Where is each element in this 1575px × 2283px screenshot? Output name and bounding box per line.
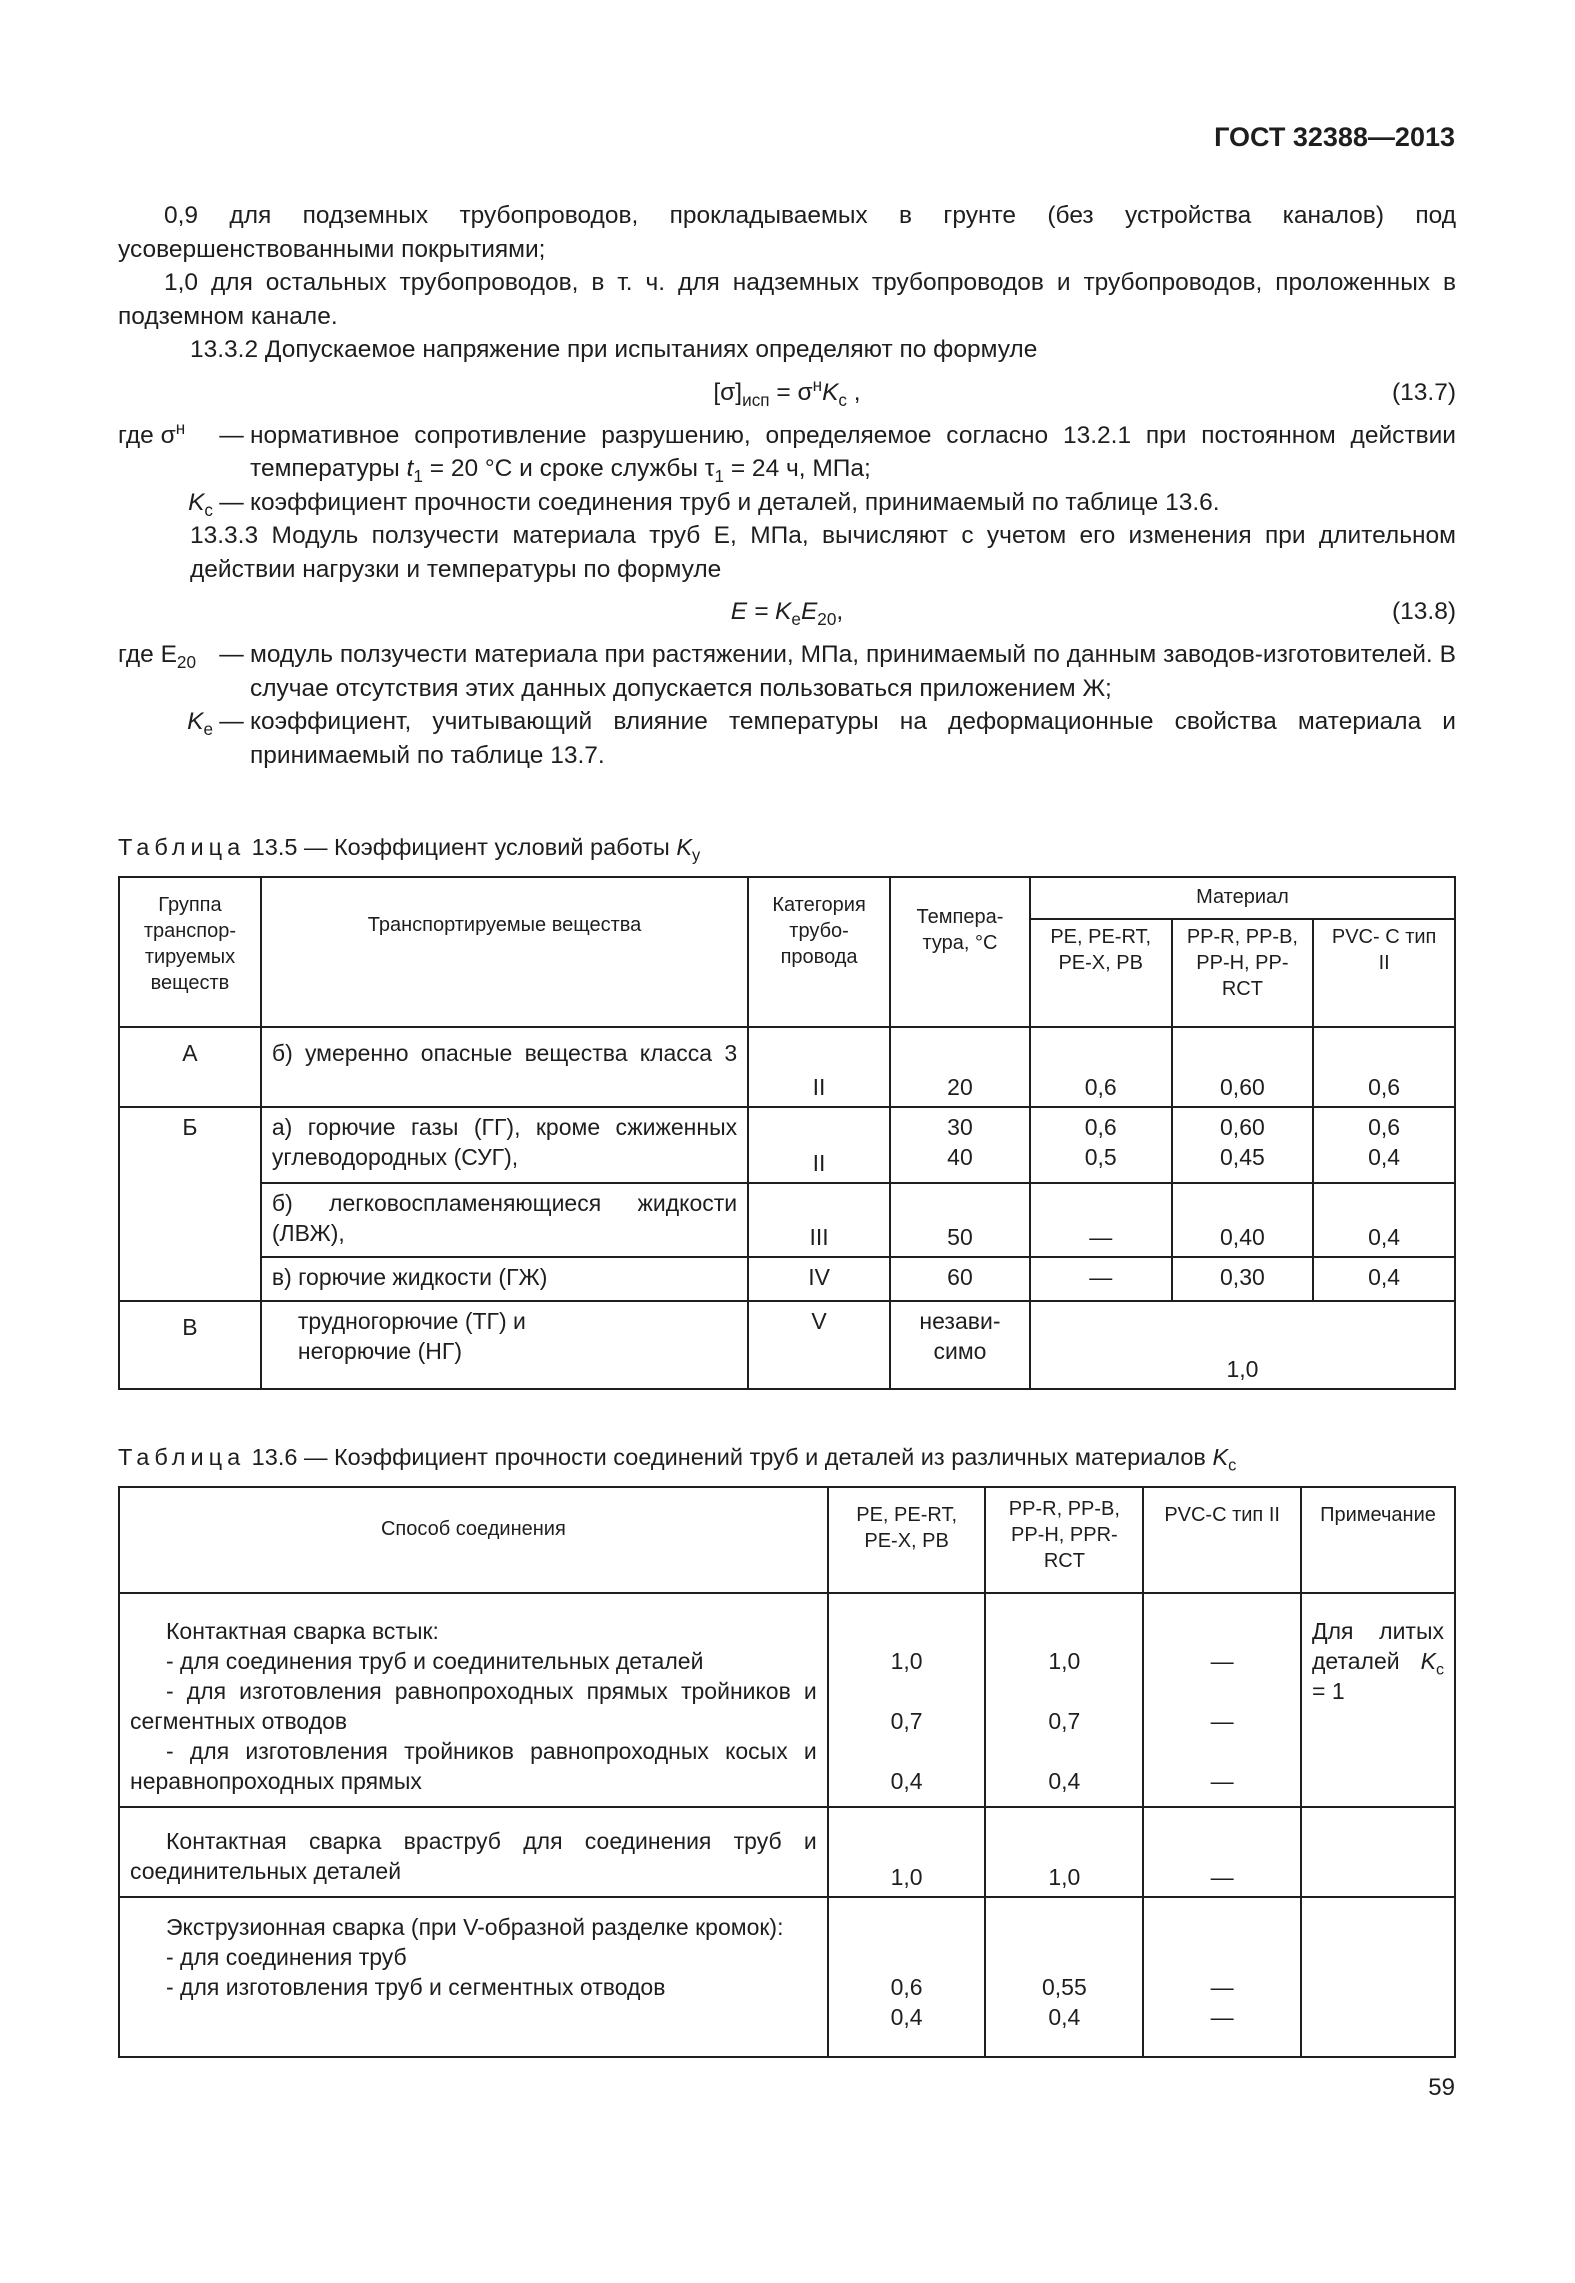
- caption-word: Таблица: [118, 1444, 246, 1470]
- table-row: [119, 1807, 1455, 1897]
- header-temperature: Темпера-тура, °С: [890, 877, 1030, 1027]
- cell-line: 0,7: [890, 1708, 923, 1734]
- cell-value: [985, 1593, 1143, 1807]
- definition: [118, 638, 1456, 705]
- cell-line: —: [1210, 1974, 1234, 2000]
- formula-k: K: [822, 378, 839, 406]
- def-term: K: [187, 708, 204, 735]
- def-text: = 20 °С и сроке службы τ: [422, 455, 715, 482]
- definition: [118, 419, 1456, 486]
- cell-value: —: [1030, 1257, 1172, 1301]
- caption-sub: с: [1228, 1456, 1237, 1475]
- cell-value: 1,0: [1030, 1301, 1455, 1389]
- formula-sub: с: [838, 389, 847, 410]
- cell-value: [985, 1897, 1143, 2057]
- cell-value: —: [1143, 1807, 1301, 1897]
- header-material-pvc: PVC- C тип II: [1313, 919, 1455, 1027]
- note-text: = 1: [1312, 1678, 1345, 1704]
- cell-value: 0,6: [1030, 1027, 1172, 1107]
- cell-text: б) умеренно опасные вещества класса 3: [271, 1040, 738, 1066]
- cell-line: Контактная сварка встык:: [166, 1618, 439, 1644]
- table-row: [119, 1593, 1455, 1807]
- header-note: Примечание: [1301, 1487, 1455, 1593]
- cell-line: 0,55: [1041, 1974, 1087, 2000]
- definition: [118, 486, 1456, 520]
- cell-line: 40: [947, 1144, 973, 1170]
- cell-substance: [261, 1301, 748, 1389]
- header-substances: Транспортируемые вещества: [261, 877, 748, 1027]
- cell-line: 1,0: [890, 1648, 923, 1674]
- cell-group: А: [119, 1027, 261, 1107]
- cell-text: б) легковоспламеняющиеся жидкости (ЛВЖ),: [271, 1190, 738, 1246]
- header-material-pe: PE, PE-RT, PE-X, PB: [828, 1487, 986, 1593]
- document-header: ГОСТ 32388—2013: [1214, 122, 1455, 152]
- cell-line: —: [1210, 2004, 1234, 2030]
- cell-line: 0,6: [1368, 1114, 1401, 1140]
- header-category: Категория трубо-провода: [748, 877, 890, 1027]
- header-material-pp: PP-R, PP-B, PP-H, PPR- RCT: [985, 1487, 1143, 1593]
- cell-note: [1301, 1807, 1455, 1897]
- cell-method: Контактная сварка враструб для соединения труб и соединительных деталей: [119, 1807, 828, 1897]
- cell-line: 0,5: [1084, 1144, 1117, 1170]
- cell-line: —: [1210, 1768, 1234, 1794]
- cell-line: Экструзионная сварка (при V-образной разделке кромок):: [166, 1914, 784, 1940]
- cell-temperature: 50: [890, 1183, 1030, 1257]
- def-dash: —: [219, 641, 244, 668]
- table-row: [119, 1897, 1455, 2057]
- cell-line: 0,4: [890, 1768, 923, 1794]
- table-caption: [118, 1444, 1237, 1475]
- def-text: коэффициент, учитывающий влияние температуры на деформационные свойства материала и принимаемый по таблице 13.7.: [250, 708, 1456, 769]
- formula-text: E = K: [730, 598, 792, 625]
- cell-line: 30: [947, 1114, 973, 1140]
- cell-category: III: [748, 1183, 890, 1257]
- cell-value: 0,4: [1313, 1257, 1455, 1301]
- cell-value: [1143, 1897, 1301, 2057]
- def-sup: н: [175, 417, 186, 438]
- caption-word: Таблица: [118, 834, 246, 860]
- note-sub: с: [1435, 1660, 1444, 1679]
- cell-line: трудногорючие (ТГ) и: [297, 1308, 526, 1334]
- formula-text: [σ]: [713, 378, 743, 406]
- header-method: Способ соединения: [119, 1487, 828, 1593]
- cell-line: 1,0: [1048, 1648, 1081, 1674]
- cell-line: 0,4: [1368, 1144, 1401, 1170]
- cell-line: 0,60: [1220, 1114, 1265, 1140]
- formula-sup: н: [812, 374, 823, 395]
- cell-category: II: [748, 1107, 890, 1183]
- cell-line: 0,4: [1048, 2004, 1081, 2030]
- cell-value: [1030, 1107, 1172, 1183]
- cell-substance: [261, 1183, 748, 1257]
- def-term: K: [188, 488, 205, 516]
- table-row: [119, 1257, 1455, 1301]
- cell-line: 0,45: [1220, 1144, 1265, 1170]
- cell-value: [1172, 1107, 1314, 1183]
- header-material-pe: PE, PE-RT, PE-X, PB: [1030, 919, 1172, 1027]
- cell-value: 0,60: [1172, 1027, 1314, 1107]
- table-row: [119, 1183, 1455, 1257]
- cell-line: 0,4: [1048, 1768, 1081, 1794]
- formula-sub: исп: [742, 389, 770, 410]
- def-sub: 1: [714, 465, 725, 486]
- header-group: Группа транспор-тируемых веществ: [119, 877, 261, 1027]
- header-material-pvc: PVC-C тип II: [1143, 1487, 1301, 1593]
- header-material: Материал: [1030, 877, 1455, 919]
- table-row: [119, 1027, 1455, 1107]
- cell-line: - для соединения труб: [166, 1944, 407, 1970]
- cell-note: [1301, 1897, 1455, 2057]
- cell-category: V: [748, 1301, 890, 1389]
- cell-substance: [261, 1027, 748, 1107]
- def-dash: —: [219, 421, 244, 449]
- formula-13-8: [118, 590, 1456, 634]
- formula-sub: 20: [817, 608, 837, 629]
- cell-value: 1,0: [985, 1807, 1143, 1897]
- paragraph: 0,9 для подземных трубопроводов, прокладываемых в грунте (без устройства каналов) под усовершенствованными покрытиями;: [118, 202, 1456, 263]
- def-sub: 20: [176, 651, 196, 672]
- table-caption: [118, 834, 701, 865]
- cell-method: [119, 1593, 828, 1807]
- cell-temperature: незави-симо: [890, 1301, 1030, 1389]
- cell-category: IV: [748, 1257, 890, 1301]
- cell-value: 0,6: [1313, 1027, 1455, 1107]
- body-text: [118, 199, 1456, 772]
- def-text: = 24 ч, МПа;: [724, 455, 871, 482]
- cell-value: [1143, 1593, 1301, 1807]
- cell-value: [828, 1897, 986, 2057]
- formula-text: = σ: [769, 378, 813, 406]
- header-material-pp: PP-R, PP-B, PP-H, PP-RCT: [1172, 919, 1314, 1027]
- def-text: коэффициент прочности соединения труб и деталей, принимаемый по таблице 13.6.: [250, 488, 1220, 516]
- cell-value: [1313, 1107, 1455, 1183]
- formula-sub: e: [791, 608, 801, 629]
- def-text: нормативное сопротивление разрушению, определяемое согласно 13.2.1 при постоянном действии температуры: [250, 421, 1456, 482]
- formula-13-7: [118, 371, 1456, 415]
- cell-substance: а) горючие газы (ГГ), кроме сжиженных углеводородных (СУГ),: [261, 1107, 748, 1183]
- def-term: где E: [118, 641, 177, 668]
- table-row: [119, 1301, 1455, 1389]
- cell-line: 0,6: [890, 1974, 923, 2000]
- formula-number: (13.7): [1391, 378, 1456, 406]
- cell-line: - для соединения труб и соединительных деталей: [166, 1648, 704, 1674]
- caption-k: K: [676, 834, 693, 860]
- cell-line: - для изготовления труб и сегментных отводов: [166, 1974, 666, 2000]
- note-text: Для литых деталей: [1312, 1618, 1444, 1674]
- cell-note: [1301, 1593, 1455, 1807]
- cell-value: 1,0: [828, 1807, 986, 1897]
- def-text: модуль ползучести материала при растяжении, МПа, принимаемый по данным заводов-изготовителей. В случае отсутствия этих данных допускается пользоваться приложением Ж;: [250, 641, 1456, 702]
- cell-value: —: [1030, 1183, 1172, 1257]
- definition: [118, 705, 1456, 772]
- cell-temperature: [890, 1107, 1030, 1183]
- formula-text: ,: [836, 598, 844, 625]
- table-13-6: [118, 1486, 1456, 2058]
- cell-group: Б: [119, 1107, 261, 1301]
- note-k: K: [1420, 1648, 1436, 1674]
- paragraph: 1,0 для остальных трубопроводов, в т. ч. для надземных трубопроводов и трубопроводов, проложенных в подземном канале.: [118, 269, 1456, 330]
- def-sub: с: [204, 499, 213, 520]
- paragraph: 13.3.2 Допускаемое напряжение при испытаниях определяют по формуле: [190, 336, 1038, 363]
- cell-value: [828, 1593, 986, 1807]
- caption-text: 13.6 — Коэффициент прочности соединений труб и деталей из различных материалов: [245, 1444, 1213, 1470]
- cell-line: - для изготовления тройников равнопроходных косых и неравнопроходных прямых: [130, 1738, 817, 1794]
- cell-value: 0,40: [1172, 1183, 1314, 1257]
- def-var: t: [406, 455, 414, 482]
- formula-number: (13.8): [1391, 598, 1456, 625]
- cell-method: [119, 1897, 828, 2057]
- cell-line: 0,6: [1084, 1114, 1117, 1140]
- def-dash: —: [219, 708, 244, 735]
- cell-line: 0,4: [890, 2004, 923, 2030]
- cell-substance: в) горючие жидкости (ГЖ): [261, 1257, 748, 1301]
- caption-k: K: [1212, 1444, 1229, 1470]
- table-row: [119, 1107, 1455, 1183]
- cell-line: - для изготовления равнопроходных прямых тройников и сегментных отводов: [130, 1678, 817, 1734]
- def-dash: —: [219, 488, 244, 516]
- cell-line: —: [1210, 1708, 1234, 1734]
- cell-line: 0,7: [1048, 1708, 1081, 1734]
- caption-text: 13.5 — Коэффициент условий работы: [245, 834, 677, 860]
- def-sub: e: [203, 718, 213, 739]
- cell-value: 0,4: [1313, 1183, 1455, 1257]
- paragraph: 13.3.3 Модуль ползучести материала труб E, МПа, вычисляют с учетом его изменения при длительном действии нагрузки и температуры по формуле: [190, 522, 1456, 583]
- cell-value: 0,30: [1172, 1257, 1314, 1301]
- caption-sub: у: [692, 846, 701, 865]
- cell-group: В: [119, 1301, 261, 1389]
- formula-text: E: [800, 598, 818, 625]
- formula-text: ,: [847, 378, 861, 406]
- cell-category: II: [748, 1027, 890, 1107]
- def-term: где σ: [118, 421, 176, 449]
- page-number: 59: [1428, 2074, 1455, 2101]
- table-13-5: [118, 876, 1456, 1390]
- cell-temperature: 20: [890, 1027, 1030, 1107]
- def-sub: 1: [413, 465, 423, 486]
- cell-temperature: 60: [890, 1257, 1030, 1301]
- cell-line: —: [1210, 1648, 1234, 1674]
- cell-line: негорючие (НГ): [297, 1338, 462, 1364]
